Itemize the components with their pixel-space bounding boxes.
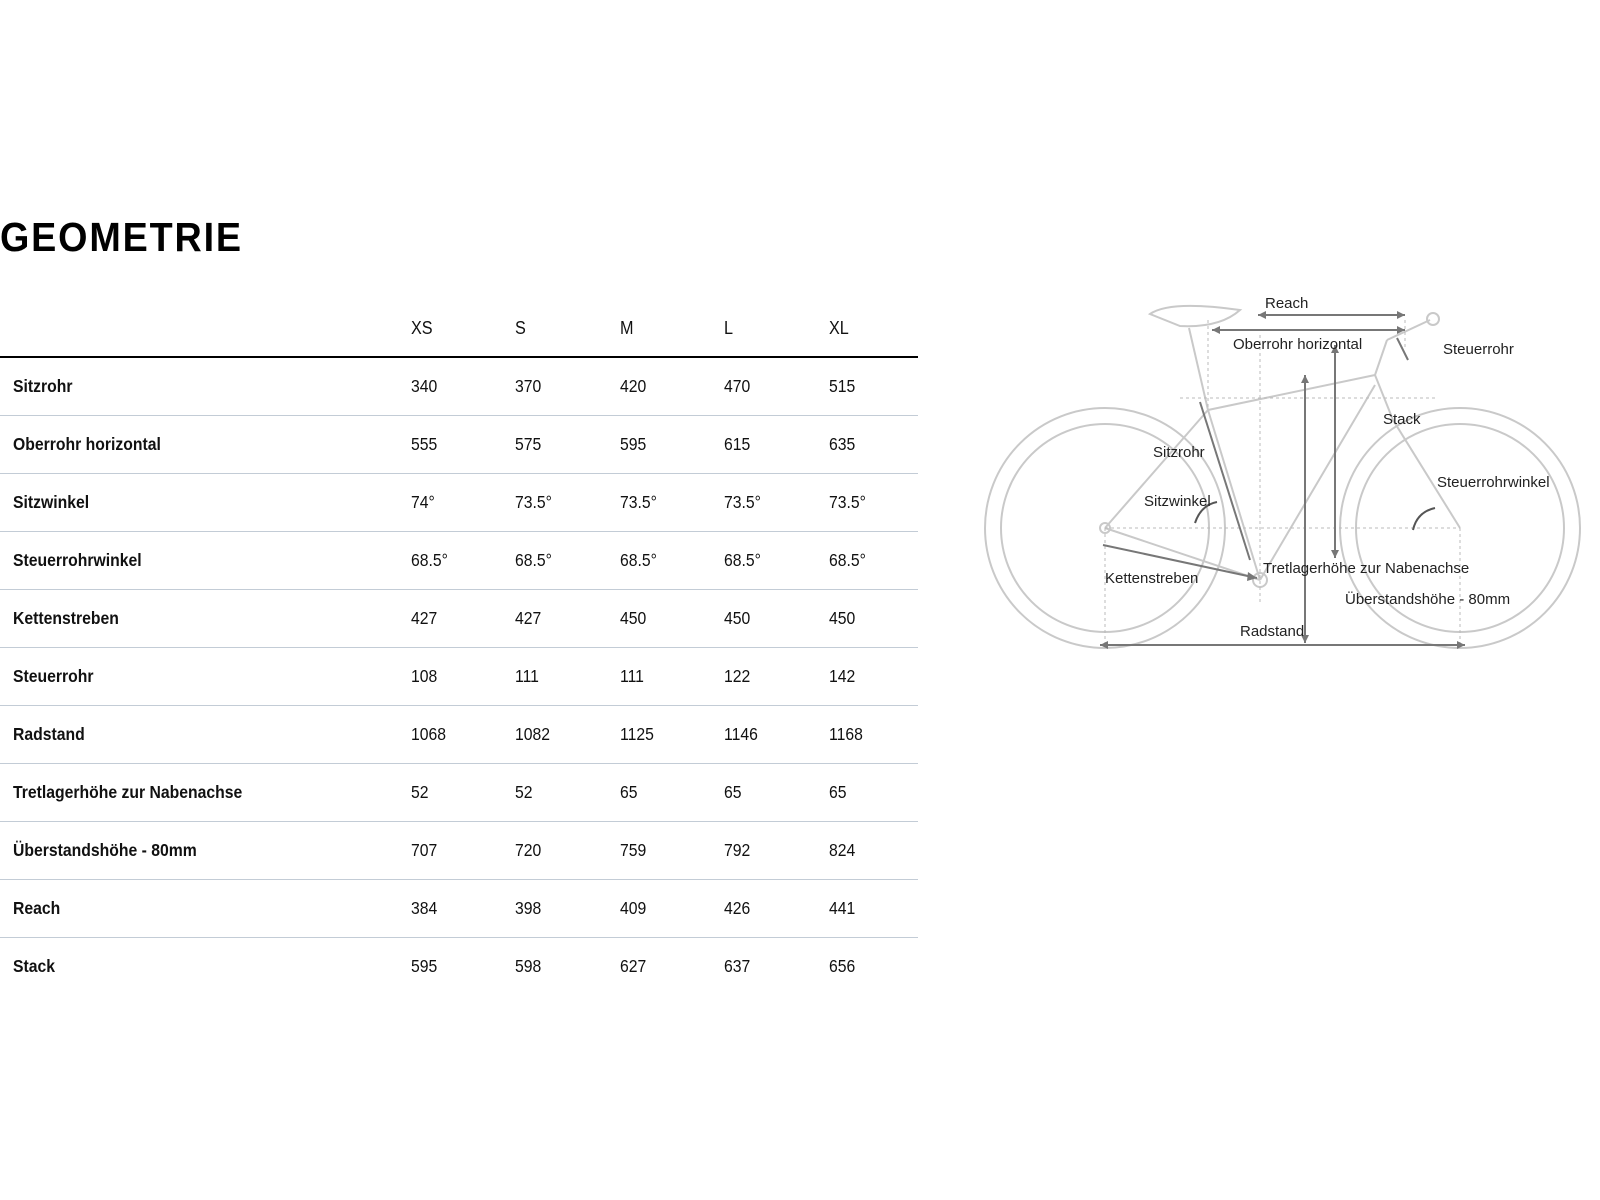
row-value: 707	[411, 840, 438, 860]
label-seat-angle: Sitzwinkel	[1144, 493, 1211, 510]
table-row	[0, 590, 918, 648]
size-header-s: S	[515, 318, 526, 338]
row-value: 635	[829, 434, 856, 454]
row-value: 68.5°	[829, 550, 866, 570]
page-title: GEOMETRIE	[0, 214, 243, 260]
row-value: 409	[620, 898, 647, 918]
label-top-tube: Oberrohr horizontal	[1233, 336, 1363, 353]
row-value: 595	[411, 956, 438, 976]
row-value: 108	[411, 666, 438, 686]
row-value: 73.5°	[515, 492, 552, 512]
row-label: Stack	[13, 956, 56, 976]
row-value: 384	[411, 898, 438, 918]
row-label: Sitzwinkel	[13, 492, 90, 512]
row-value: 595	[620, 434, 647, 454]
row-value: 111	[515, 666, 539, 686]
row-value: 792	[724, 840, 751, 860]
size-header-xs: XS	[411, 318, 433, 338]
geometry-table	[0, 298, 918, 995]
row-value: 1146	[724, 724, 758, 744]
label-head-angle: Steuerrohrwinkel	[1437, 474, 1550, 491]
row-value: 68.5°	[515, 550, 552, 570]
row-value: 515	[829, 376, 856, 396]
seat-tube	[1208, 410, 1260, 580]
row-value: 470	[724, 376, 751, 396]
table-row	[0, 706, 918, 764]
size-header-l: L	[724, 318, 734, 338]
top-tube	[1208, 375, 1375, 410]
row-value: 824	[829, 840, 856, 860]
table-row	[0, 532, 918, 590]
row-value: 575	[515, 434, 542, 454]
table-row	[0, 416, 918, 474]
row-value: 73.5°	[724, 492, 761, 512]
row-value: 68.5°	[620, 550, 657, 570]
bike-geometry-diagram	[975, 290, 1600, 680]
row-value: 398	[515, 898, 542, 918]
row-value: 52	[411, 782, 429, 802]
row-value: 122	[724, 666, 751, 686]
saddle	[1150, 306, 1240, 326]
row-value: 68.5°	[411, 550, 448, 570]
row-value: 52	[515, 782, 533, 802]
table-row	[0, 938, 918, 995]
row-value: 450	[620, 608, 647, 628]
label-chainstays: Kettenstreben	[1105, 570, 1199, 587]
table-header	[0, 298, 918, 358]
row-label: Radstand	[13, 724, 85, 744]
row-value: 1068	[411, 724, 447, 744]
row-value: 441	[829, 898, 856, 918]
row-value: 1082	[515, 724, 551, 744]
row-value: 370	[515, 376, 542, 396]
table-row	[0, 358, 918, 416]
row-value: 65	[724, 782, 742, 802]
handlebar	[1427, 313, 1439, 325]
label-wheelbase: Radstand	[1240, 623, 1305, 640]
table-row	[0, 822, 918, 880]
row-value: 427	[411, 608, 438, 628]
row-value: 759	[620, 840, 647, 860]
row-value: 615	[724, 434, 751, 454]
row-value: 65	[620, 782, 638, 802]
label-reach: Reach	[1265, 295, 1309, 312]
row-value: 68.5°	[724, 550, 761, 570]
row-value: 656	[829, 956, 856, 976]
row-value: 74°	[411, 492, 435, 512]
row-value: 426	[724, 898, 751, 918]
label-standover: Überstandshöhe - 80mm	[1345, 591, 1511, 608]
row-label: Tretlagerhöhe zur Nabenachse	[13, 782, 243, 802]
row-value: 1125	[620, 724, 654, 744]
row-value: 450	[724, 608, 751, 628]
row-value: 555	[411, 434, 438, 454]
row-label: Kettenstreben	[13, 608, 119, 628]
table-row	[0, 648, 918, 706]
bike-diagram-svg	[975, 290, 1600, 680]
stem-spacer	[1375, 340, 1387, 375]
row-value: 637	[724, 956, 751, 976]
row-value: 427	[515, 608, 542, 628]
row-value: 720	[515, 840, 542, 860]
row-value: 65	[829, 782, 847, 802]
label-stack: Stack	[1383, 411, 1421, 428]
row-value: 1168	[829, 724, 863, 744]
row-label: Reach	[13, 898, 61, 918]
row-label: Überstandshöhe - 80mm	[13, 840, 197, 860]
seatstay	[1105, 410, 1208, 528]
label-head-tube: Steuerrohr	[1443, 341, 1514, 358]
row-label: Steuerrohrwinkel	[13, 550, 142, 570]
row-value: 450	[829, 608, 856, 628]
row-value: 142	[829, 666, 856, 686]
row-label: Steuerrohr	[13, 666, 94, 686]
row-value: 627	[620, 956, 647, 976]
table-row	[0, 474, 918, 532]
label-bb-height: Tretlagerhöhe zur Nabenachse	[1263, 560, 1470, 577]
row-value: 598	[515, 956, 542, 976]
table-row	[0, 880, 918, 938]
row-label: Sitzrohr	[13, 376, 73, 396]
row-value: 111	[620, 666, 644, 686]
row-value: 340	[411, 376, 438, 396]
head-angle-arc	[1413, 508, 1435, 530]
size-header-xl: XL	[829, 318, 849, 338]
label-seat-tube: Sitzrohr	[1153, 444, 1205, 461]
table-row	[0, 764, 918, 822]
row-value: 73.5°	[620, 492, 657, 512]
row-label: Oberrohr horizontal	[13, 434, 161, 454]
head-tube-arrow	[1397, 338, 1408, 360]
row-value: 73.5°	[829, 492, 866, 512]
row-value: 420	[620, 376, 647, 396]
size-header-m: M	[620, 318, 634, 338]
